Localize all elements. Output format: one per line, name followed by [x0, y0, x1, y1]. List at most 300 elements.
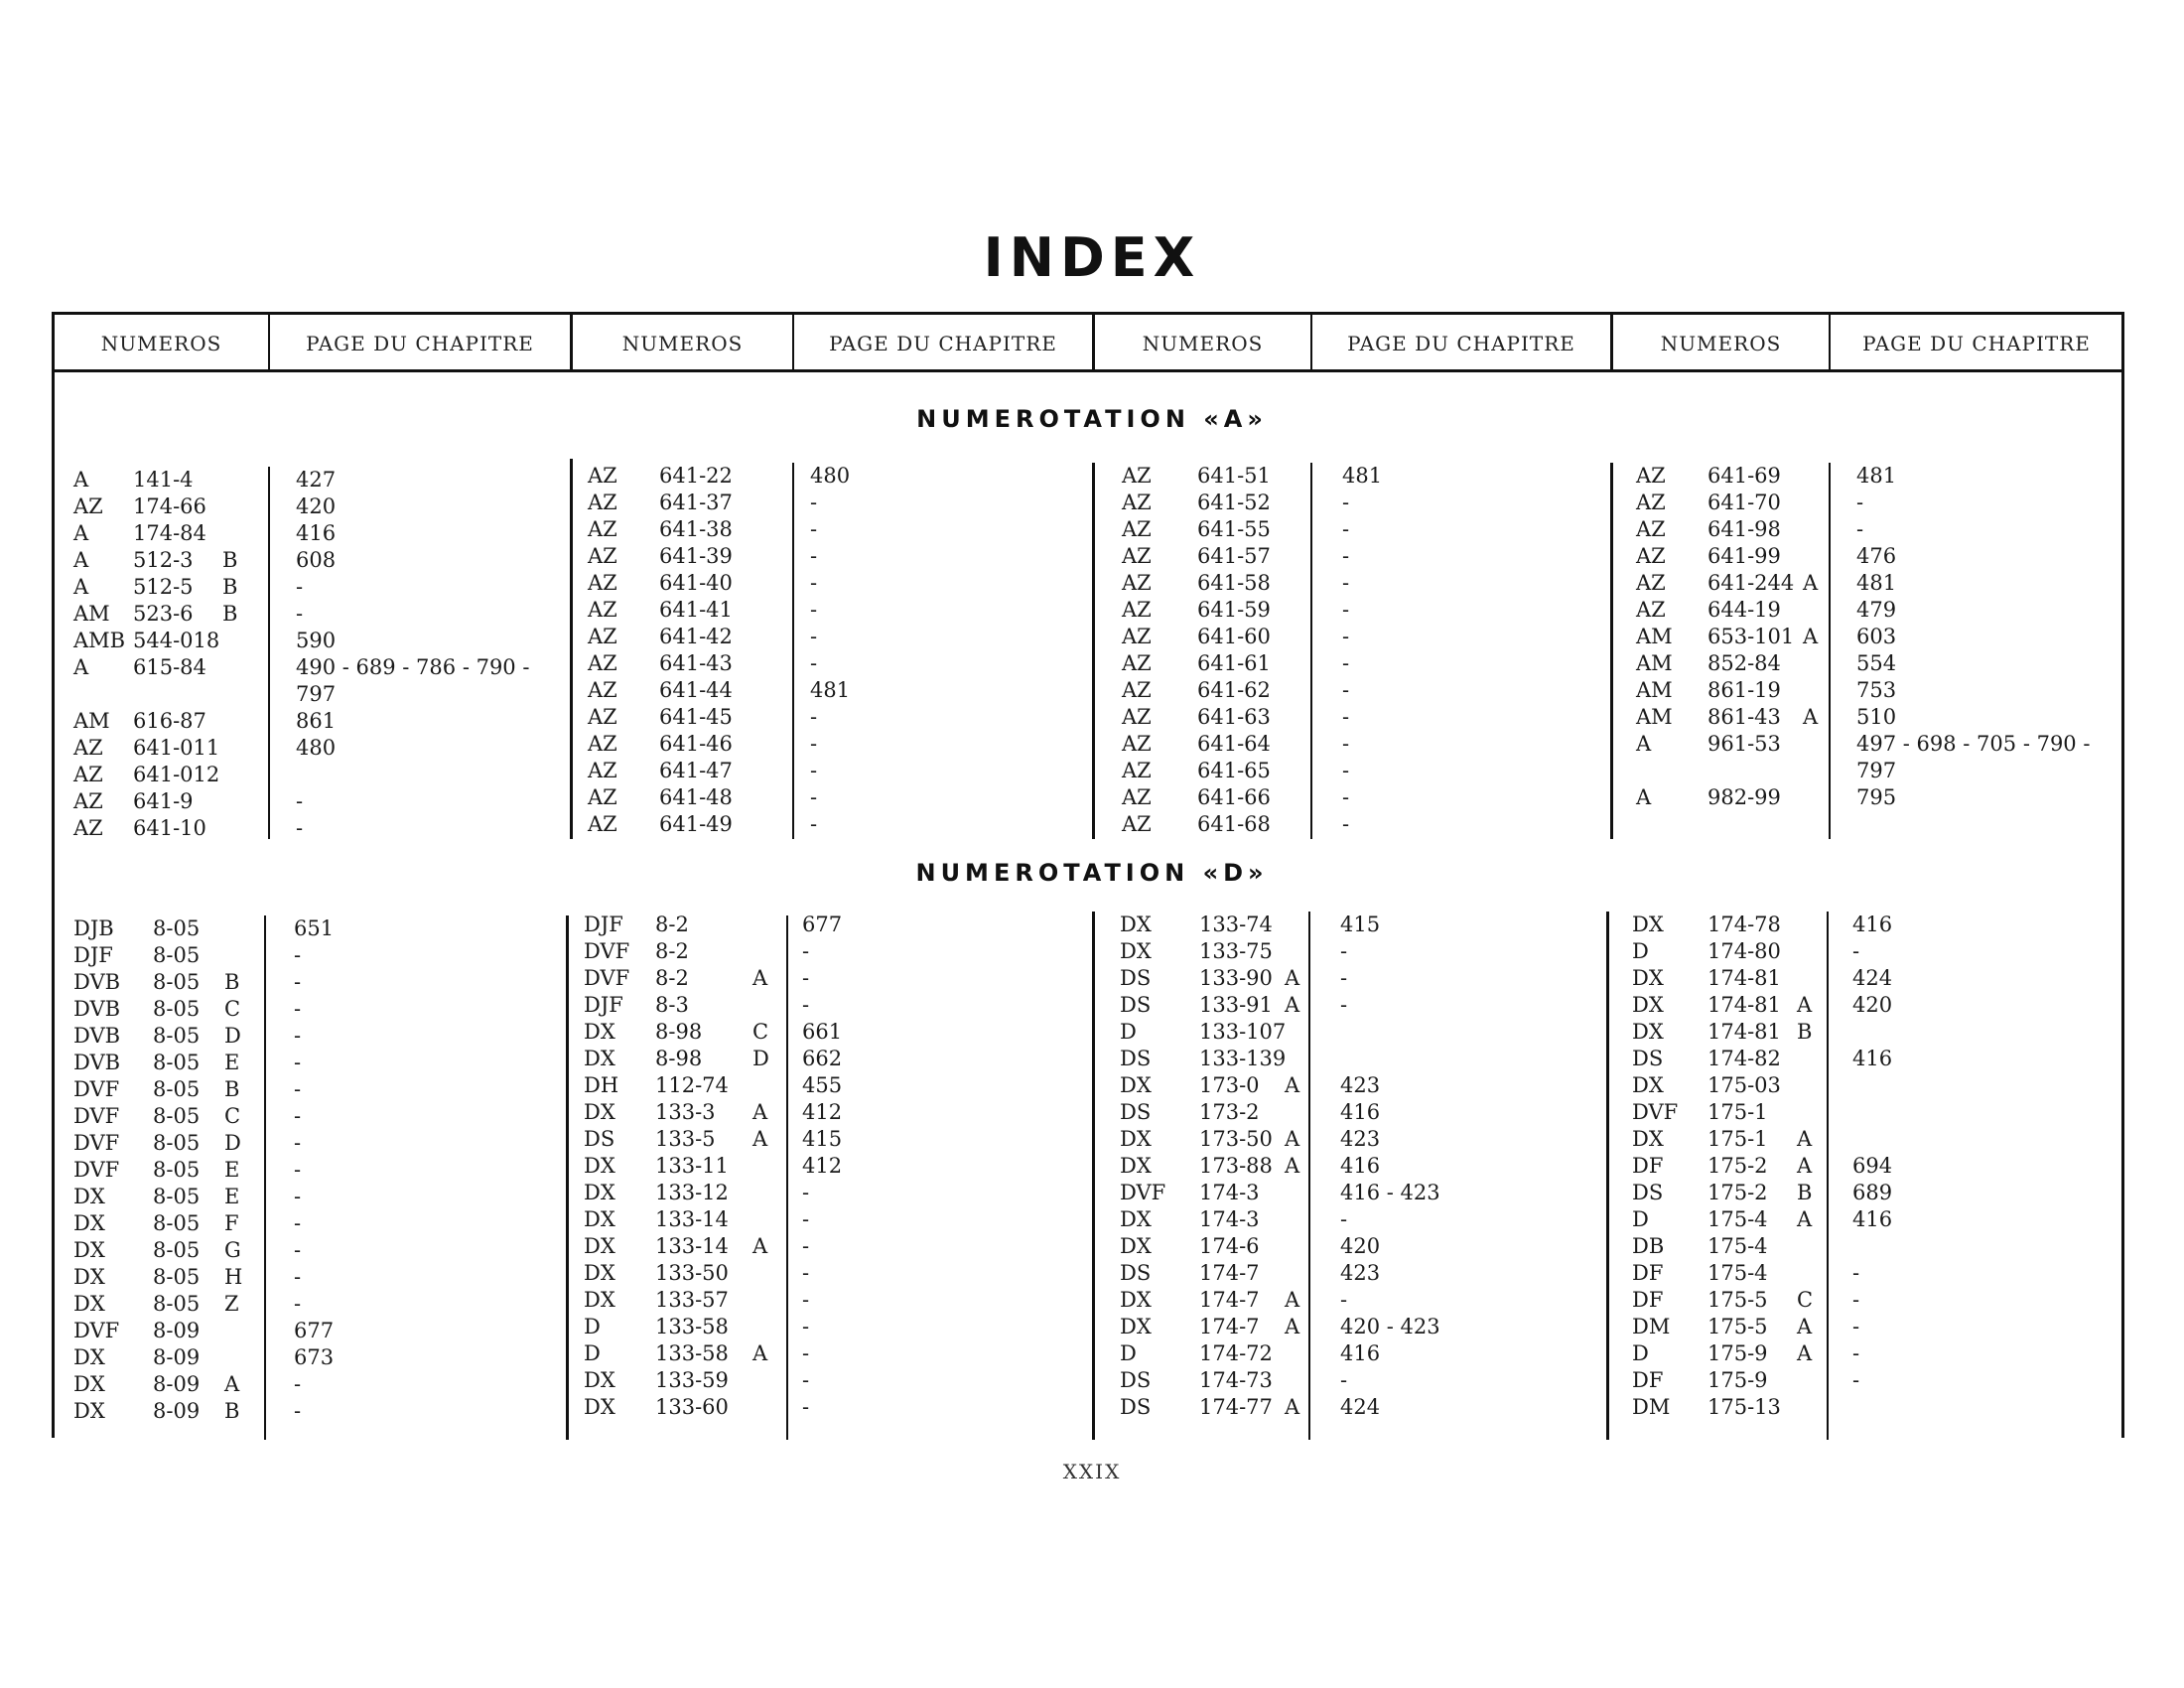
- entry-page: 651: [294, 916, 335, 940]
- entry-page: -: [802, 1207, 810, 1231]
- entry-prefix: DVB: [73, 1024, 121, 1048]
- entry-prefix: AZ: [588, 705, 617, 729]
- index-entry: [1632, 1367, 2118, 1394]
- entry-page: -: [294, 1131, 302, 1155]
- entry-page: 689: [1852, 1181, 1893, 1204]
- entry-prefix: D: [584, 1315, 601, 1338]
- entry-page: -: [802, 1234, 810, 1258]
- index-entry: [1122, 784, 1598, 811]
- entry-number: 641-51: [1197, 464, 1271, 488]
- index-entry: [1122, 597, 1598, 624]
- entry-number: 8-2: [655, 966, 689, 990]
- entry-number: 641-012: [133, 763, 220, 786]
- entry-prefix: DVF: [1632, 1100, 1679, 1124]
- entry-number: 641-22: [659, 464, 733, 488]
- entry-page: -: [1342, 678, 1350, 702]
- entry-prefix: AM: [1636, 705, 1673, 729]
- entry-number: 641-44: [659, 678, 733, 702]
- index-entry: [73, 1050, 560, 1076]
- entry-number: 8-05: [153, 1238, 201, 1262]
- entry-page: -: [810, 544, 818, 568]
- entry-suffix: B: [222, 575, 238, 599]
- header-numeros-4: NUMEROS: [1660, 332, 1782, 355]
- entry-number: 641-57: [1197, 544, 1271, 568]
- entry-number: 133-14: [655, 1234, 729, 1258]
- entry-number: 175-9: [1707, 1368, 1768, 1392]
- entry-prefix: DVF: [73, 1104, 120, 1128]
- entry-number: 8-98: [655, 1020, 703, 1044]
- entry-page: -: [294, 1211, 302, 1235]
- entry-number: 641-63: [1197, 705, 1271, 729]
- entry-page: 510: [1856, 705, 1897, 729]
- entry-page: 481: [810, 678, 851, 702]
- entry-page: -: [1856, 491, 1864, 514]
- index-entry: [73, 942, 560, 969]
- index-entry: [1120, 1019, 1596, 1046]
- entry-number: 8-09: [153, 1319, 201, 1342]
- index-entry: [1120, 1153, 1596, 1180]
- entry-number: 641-9: [133, 789, 194, 813]
- entry-suffix: A: [1797, 1127, 1813, 1151]
- entry-prefix: DX: [584, 1261, 615, 1285]
- entry-page: 412: [802, 1100, 843, 1124]
- entry-number: 174-82: [1707, 1047, 1781, 1070]
- entry-suffix: B: [222, 602, 238, 626]
- entry-page: -: [1852, 1315, 1860, 1338]
- index-entry: [1122, 570, 1598, 597]
- entry-prefix: AZ: [1636, 598, 1666, 622]
- header-page-4: PAGE DU CHAPITRE: [1862, 332, 2091, 355]
- entry-page: -: [1342, 785, 1350, 809]
- entry-page: -: [1340, 966, 1348, 990]
- entry-suffix: A: [1285, 1127, 1300, 1151]
- entry-prefix: AZ: [1636, 464, 1666, 488]
- entry-page: 416: [1852, 1047, 1893, 1070]
- entry-prefix: DX: [73, 1211, 105, 1235]
- entry-prefix: DX: [584, 1100, 615, 1124]
- entry-suffix: A: [752, 1127, 768, 1151]
- entry-prefix: DX: [1632, 913, 1664, 936]
- section-title-d: NUMEROTATION «D»: [915, 859, 1269, 887]
- entry-number: 982-99: [1707, 785, 1781, 809]
- entry-suffix: E: [224, 1051, 240, 1074]
- entry-prefix: DVF: [73, 1131, 120, 1155]
- entry-number: 523-6: [133, 602, 194, 626]
- index-entry: [73, 547, 560, 574]
- header-numeros-2: NUMEROS: [621, 332, 744, 355]
- entry-number: 8-09: [153, 1399, 201, 1423]
- entry-number: 173-0: [1199, 1073, 1260, 1097]
- index-entry: [584, 1153, 1080, 1180]
- index-entry: [584, 1340, 1080, 1367]
- entry-prefix: DS: [1120, 966, 1152, 990]
- index-entry: [584, 1287, 1080, 1314]
- entry-number: 133-60: [655, 1395, 729, 1419]
- entry-number: 8-05: [153, 943, 201, 967]
- index-entry: [588, 811, 1084, 838]
- entry-page: 694: [1852, 1154, 1893, 1178]
- entry-prefix: AZ: [588, 517, 617, 541]
- entry-suffix: A: [224, 1372, 240, 1396]
- entry-page: -: [1342, 812, 1350, 836]
- index-entry: [1632, 1019, 2118, 1046]
- page-number: XXIX: [1062, 1460, 1122, 1483]
- entry-prefix: AZ: [73, 763, 103, 786]
- entry-page: 677: [802, 913, 843, 936]
- index-entry: [1636, 731, 2122, 758]
- entry-prefix: A: [73, 468, 89, 492]
- entry-page: -: [1856, 517, 1864, 541]
- entry-number: 133-59: [655, 1368, 729, 1392]
- entry-page: -: [810, 625, 818, 648]
- index-entry: [588, 731, 1084, 758]
- index-entry: [1632, 1180, 2118, 1206]
- entry-page: 481: [1856, 571, 1897, 595]
- entry-page: 416 - 423: [1340, 1181, 1440, 1204]
- entry-suffix: A: [1285, 1073, 1300, 1097]
- entries-d-col-3: [1120, 912, 1596, 1421]
- entry-number: 8-05: [153, 997, 201, 1021]
- entry-page: -: [810, 491, 818, 514]
- entry-prefix: DX: [1632, 1127, 1664, 1151]
- entry-number: 861-43: [1707, 705, 1781, 729]
- entry-number: 8-09: [153, 1345, 201, 1369]
- entry-number: 641-37: [659, 491, 733, 514]
- group-divider: [1092, 912, 1095, 1440]
- entry-prefix: DVF: [73, 1319, 120, 1342]
- index-entry: [584, 1206, 1080, 1233]
- index-entry: [588, 570, 1084, 597]
- entry-prefix: DVF: [584, 966, 630, 990]
- entry-prefix: DX: [1120, 1315, 1152, 1338]
- entry-prefix: DX: [584, 1395, 615, 1419]
- entry-prefix: DX: [1120, 939, 1152, 963]
- entry-page: -: [802, 1341, 810, 1365]
- group-divider: [1092, 463, 1095, 839]
- entry-page: -: [1340, 1368, 1348, 1392]
- entry-page: -: [810, 705, 818, 729]
- entry-prefix: DX: [584, 1154, 615, 1178]
- index-entry: [588, 758, 1084, 784]
- entry-prefix: AZ: [1122, 651, 1152, 675]
- entry-prefix: DS: [1120, 1395, 1152, 1419]
- entry-page: 554: [1856, 651, 1897, 675]
- entry-number: 641-43: [659, 651, 733, 675]
- index-entry: [1632, 1314, 2118, 1340]
- entry-number: 175-5: [1707, 1315, 1768, 1338]
- entry-suffix: B: [1797, 1181, 1813, 1204]
- entry-page: -: [810, 571, 818, 595]
- index-entry: [73, 815, 560, 842]
- entry-prefix: DX: [584, 1368, 615, 1392]
- entries-a-col-4: [1636, 463, 2122, 811]
- entry-page: 416: [1340, 1341, 1381, 1365]
- index-entry: [588, 597, 1084, 624]
- entry-prefix: AZ: [1122, 598, 1152, 622]
- entry-number: 641-42: [659, 625, 733, 648]
- entry-suffix: D: [224, 1024, 241, 1048]
- entry-number: 8-05: [153, 1077, 201, 1101]
- entry-prefix: A: [73, 575, 89, 599]
- entry-prefix: A: [73, 548, 89, 572]
- entry-number: 641-011: [133, 736, 220, 760]
- index-entry: [588, 624, 1084, 650]
- entry-number: 173-50: [1199, 1127, 1273, 1151]
- entry-page: -: [802, 1315, 810, 1338]
- page-title: INDEX: [983, 226, 1201, 289]
- entry-page: 416: [1852, 1207, 1893, 1231]
- entry-page: 412: [802, 1154, 843, 1178]
- entry-prefix: DX: [1632, 1020, 1664, 1044]
- entry-number: 175-2: [1707, 1181, 1768, 1204]
- index-entry: [1120, 1072, 1596, 1099]
- entry-page: -: [294, 970, 302, 994]
- entry-suffix: A: [1285, 1288, 1300, 1312]
- entry-suffix: F: [224, 1211, 239, 1235]
- entry-number: 8-2: [655, 913, 689, 936]
- entry-prefix: DX: [584, 1234, 615, 1258]
- index-entry: [588, 704, 1084, 731]
- entry-number: 174-73: [1199, 1368, 1273, 1392]
- entry-number: 174-78: [1707, 913, 1781, 936]
- entry-prefix: DX: [1120, 1207, 1152, 1231]
- index-entry: [584, 1099, 1080, 1126]
- entry-number: 512-5: [133, 575, 194, 599]
- entry-number: 133-91: [1199, 993, 1273, 1017]
- entry-prefix: AZ: [73, 816, 103, 840]
- index-entry: [588, 463, 1084, 490]
- entry-page: -: [1342, 651, 1350, 675]
- entry-number: 641-62: [1197, 678, 1271, 702]
- entry-number: 175-1: [1707, 1127, 1768, 1151]
- index-entry: [584, 938, 1080, 965]
- entries-d-col-2: [584, 912, 1080, 1421]
- entry-prefix: AMB: [73, 629, 126, 652]
- header-page-2: PAGE DU CHAPITRE: [829, 332, 1057, 355]
- entry-prefix: DX: [1120, 1127, 1152, 1151]
- entry-prefix: DF: [1632, 1154, 1664, 1178]
- entry-number: 641-61: [1197, 651, 1271, 675]
- entry-page: -: [294, 1292, 302, 1316]
- index-entry: [73, 1371, 560, 1398]
- index-entry: [73, 1291, 560, 1318]
- index-entry: [1632, 1126, 2118, 1153]
- entry-number: 8-05: [153, 1024, 201, 1048]
- entry-suffix: B: [222, 548, 238, 572]
- entry-suffix: A: [1797, 1341, 1813, 1365]
- entry-page: -: [1342, 625, 1350, 648]
- index-entry: [1120, 965, 1596, 992]
- index-entry: [1632, 1206, 2118, 1233]
- index-entry: [1632, 1260, 2118, 1287]
- entry-prefix: AZ: [1122, 705, 1152, 729]
- entry-prefix: DF: [1632, 1288, 1664, 1312]
- entry-number: 174-81: [1707, 1020, 1781, 1044]
- index-entry: [73, 601, 560, 628]
- index-entry: [1632, 992, 2118, 1019]
- index-entry: [73, 520, 560, 547]
- index-entry: [588, 490, 1084, 516]
- entry-number: 174-66: [133, 494, 206, 518]
- entry-number: 641-66: [1197, 785, 1271, 809]
- entry-number: 133-139: [1199, 1047, 1287, 1070]
- entry-number: 644-19: [1707, 598, 1781, 622]
- entry-page: -: [294, 1024, 302, 1048]
- entry-prefix: AZ: [1122, 517, 1152, 541]
- entry-prefix: AZ: [588, 812, 617, 836]
- entry-suffix: A: [1285, 1154, 1300, 1178]
- entry-prefix: DM: [1632, 1395, 1671, 1419]
- index-entry: [1636, 597, 2122, 624]
- index-entry: [1122, 811, 1598, 838]
- entry-number: 641-60: [1197, 625, 1271, 648]
- index-entry: [1122, 624, 1598, 650]
- entry-number: 641-49: [659, 812, 733, 836]
- index-entry: [584, 912, 1080, 938]
- entry-page: -: [296, 816, 304, 840]
- index-entry: [584, 1367, 1080, 1394]
- entry-number: 174-84: [133, 521, 206, 545]
- entry-page: 416: [1340, 1154, 1381, 1178]
- entry-page: -: [296, 575, 304, 599]
- entry-number: 8-05: [153, 1051, 201, 1074]
- entry-prefix: AZ: [588, 759, 617, 782]
- entry-number: 641-65: [1197, 759, 1271, 782]
- entry-page: 420 - 423: [1340, 1315, 1440, 1338]
- index-entry: [588, 543, 1084, 570]
- index-entry: [73, 788, 560, 815]
- entry-number: 133-107: [1199, 1020, 1287, 1044]
- header-numeros-1: NUMEROS: [100, 332, 222, 355]
- entry-page: 476: [1856, 544, 1897, 568]
- index-entry: [73, 1023, 560, 1050]
- entry-prefix: DX: [584, 1181, 615, 1204]
- entry-page: 480: [296, 736, 337, 760]
- entry-suffix: Z: [224, 1292, 239, 1316]
- entry-number: 174-81: [1707, 993, 1781, 1017]
- section-title-a: NUMEROTATION «A»: [916, 405, 1268, 433]
- entry-page: -: [296, 602, 304, 626]
- entry-prefix: AZ: [1122, 759, 1152, 782]
- entry-page: 423: [1340, 1261, 1381, 1285]
- index-entry: [1120, 1367, 1596, 1394]
- index-entry: [1120, 1099, 1596, 1126]
- entry-number: 175-4: [1707, 1234, 1768, 1258]
- entry-number: 8-05: [153, 1292, 201, 1316]
- index-entry: [588, 677, 1084, 704]
- entry-number: 174-72: [1199, 1341, 1273, 1365]
- entry-prefix: AZ: [588, 651, 617, 675]
- entry-page: 497 - 698 - 705 - 790 -: [1856, 732, 2091, 756]
- group-divider: [566, 915, 569, 1440]
- entry-page: -: [1342, 544, 1350, 568]
- entry-page: 479: [1856, 598, 1897, 622]
- index-entry: [73, 1076, 560, 1103]
- index-entry: [1122, 516, 1598, 543]
- entry-suffix: E: [224, 1158, 240, 1182]
- entry-prefix: DX: [1120, 1288, 1152, 1312]
- entry-prefix: DX: [1120, 1073, 1152, 1097]
- entry-prefix: DX: [1632, 966, 1664, 990]
- entry-prefix: DVF: [73, 1158, 120, 1182]
- index-entry: [73, 1157, 560, 1184]
- entry-prefix: DS: [1120, 1261, 1152, 1285]
- entry-page: -: [802, 993, 810, 1017]
- entry-page: 415: [802, 1127, 843, 1151]
- entry-number: 133-50: [655, 1261, 729, 1285]
- index-entry: [1636, 463, 2122, 490]
- entry-number: 133-58: [655, 1315, 729, 1338]
- header-divider: [52, 369, 2124, 372]
- entry-prefix: AZ: [1122, 785, 1152, 809]
- entry-prefix: DVF: [1120, 1181, 1166, 1204]
- index-entry: [1632, 1340, 2118, 1367]
- entry-page: 416: [1852, 913, 1893, 936]
- index-entry: [584, 1072, 1080, 1099]
- index-entry: [588, 784, 1084, 811]
- entry-number: 8-09: [153, 1372, 201, 1396]
- index-entry: [584, 1019, 1080, 1046]
- entry-page: -: [294, 1399, 302, 1423]
- entry-prefix: AZ: [1122, 732, 1152, 756]
- entry-number: 112-74: [655, 1073, 729, 1097]
- entry-prefix: DS: [1120, 1368, 1152, 1392]
- entry-prefix: DX: [584, 1288, 615, 1312]
- index-entry: [1120, 992, 1596, 1019]
- entry-number: 8-05: [153, 970, 201, 994]
- entry-number: 961-53: [1707, 732, 1781, 756]
- index-entry: [73, 1344, 560, 1371]
- index-entry: [588, 516, 1084, 543]
- entry-number: 133-5: [655, 1127, 716, 1151]
- entry-prefix: AZ: [1636, 571, 1666, 595]
- index-entry: [1120, 1260, 1596, 1287]
- index-entry: [584, 965, 1080, 992]
- index-entry: [1632, 1153, 2118, 1180]
- entry-page: 427: [296, 468, 337, 492]
- entry-number: 174-81: [1707, 966, 1781, 990]
- header-numeros-3: NUMEROS: [1142, 332, 1264, 355]
- index-entry: [73, 1103, 560, 1130]
- index-entry: [73, 1264, 560, 1291]
- entry-prefix: AM: [1636, 651, 1673, 675]
- group-divider: [570, 459, 573, 839]
- entry-prefix: DJF: [584, 913, 623, 936]
- index-entry: [1632, 938, 2118, 965]
- index-entry: [1120, 1287, 1596, 1314]
- entry-suffix: A: [1803, 625, 1819, 648]
- entries-a-col-2: [588, 463, 1084, 838]
- entry-suffix: A: [752, 1234, 768, 1258]
- entry-prefix: D: [1632, 1207, 1649, 1231]
- entry-number: 641-69: [1707, 464, 1781, 488]
- entry-prefix: DX: [1120, 1154, 1152, 1178]
- entry-prefix: DJF: [73, 943, 113, 967]
- entry-number: 133-11: [655, 1154, 729, 1178]
- entry-number: 616-87: [133, 709, 206, 733]
- entry-prefix: DJB: [73, 916, 114, 940]
- entry-number: 173-88: [1199, 1154, 1273, 1178]
- entry-suffix: C: [752, 1020, 769, 1044]
- entry-prefix: AZ: [588, 625, 617, 648]
- entry-page: 662: [802, 1047, 843, 1070]
- entry-prefix: DF: [1632, 1261, 1664, 1285]
- entry-number: 174-3: [1199, 1207, 1260, 1231]
- entry-suffix: G: [224, 1238, 241, 1262]
- entry-page: 608: [296, 548, 337, 572]
- entry-number: 641-99: [1707, 544, 1781, 568]
- entry-prefix: DX: [73, 1265, 105, 1289]
